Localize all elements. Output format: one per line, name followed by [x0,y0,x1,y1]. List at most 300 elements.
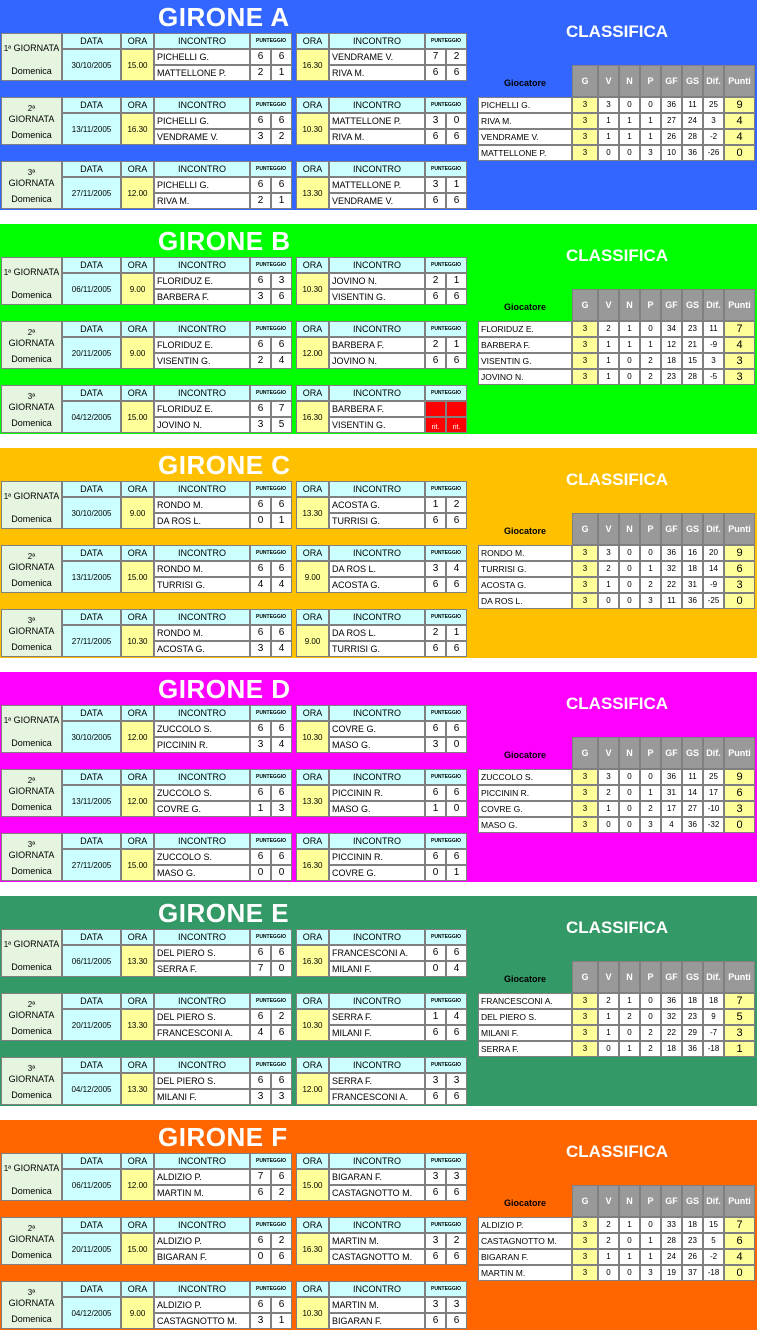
giornata-label [2,839,61,861]
match-time: 15.00 [296,1169,329,1201]
stat-cell: 1 [598,369,619,385]
set-score: 4 [271,353,292,369]
giornata-word: GIORNATA [8,1234,55,1244]
player-name: CASTAGNOTTO M. [154,1313,250,1329]
incontro-header: INCONTRO [329,97,425,113]
column-header: N [619,65,640,97]
giornata-word: GIORNATA [8,402,55,412]
player-name: SERRA F. [329,1073,425,1089]
stat-cell: 34 [661,321,682,337]
punteggio-header: PUNTEGGIO [425,257,467,273]
round-block [0,257,470,305]
column-header: Dif. [703,737,724,769]
stat-cell: 22 [661,1025,682,1041]
incontro-header: INCONTRO [329,481,425,497]
set-score: 2 [446,1233,467,1249]
match-time: 10.30 [296,113,329,145]
giornata-label [2,391,61,413]
stat-cell: 1 [598,337,619,353]
column-header: Dif. [703,65,724,97]
stat-cell: -10 [703,801,724,817]
set-score: 1 [271,1313,292,1329]
girone-title: GIRONE F [158,1122,288,1152]
ora-header: ORA [296,481,329,497]
set-score: 6 [425,1313,446,1329]
data-header: DATA [62,321,121,337]
stat-cell: 23 [682,1009,703,1025]
player-name: BARBERA F. [478,337,572,353]
set-score: 3 [271,1089,292,1105]
column-header: P [640,289,661,321]
stat-cell: 3 [572,577,598,593]
stat-cell: 2 [598,993,619,1009]
stat-cell: 31 [661,785,682,801]
column-header: Dif. [703,1185,724,1217]
set-score: 3 [250,1089,271,1105]
data-header: DATA [62,161,121,177]
player-name: DA ROS L. [154,513,250,529]
set-score: 4 [271,737,292,753]
match-date: 13/11/2005 [62,113,121,145]
set-score: 6 [271,721,292,737]
player-name: ZUCCOLO S. [154,721,250,737]
stat-cell: 11 [682,97,703,113]
stat-cell: 2 [598,785,619,801]
punteggio-header: PUNTEGGIO [425,1281,467,1297]
giornata-label [2,615,61,637]
set-score: 3 [425,1073,446,1089]
punteggio-header: PUNTEGGIO [250,1153,292,1169]
set-score: 3 [425,1297,446,1313]
giornata-cell [1,609,62,657]
player-name: TURRISI G. [329,641,425,657]
giocatore-header: Giocatore [503,1198,546,1208]
player-name: RIVA M. [154,193,250,209]
stat-cell: 0 [619,1265,640,1281]
match-time: 9.00 [121,273,154,305]
set-score: 6 [250,561,271,577]
stat-cell: 32 [661,1009,682,1025]
round-number: 2ª [27,552,36,561]
column-header: Punti [724,737,755,769]
player-name: MATTELLONE P. [329,177,425,193]
player-name: VISENTIN G. [329,289,425,305]
player-name: FRANCESCONI A. [329,1089,425,1105]
player-name: CASTAGNOTTO M. [478,1233,572,1249]
incontro-header: INCONTRO [154,705,250,721]
set-score: 2 [271,1009,292,1025]
column-header: P [640,961,661,993]
giornata-cell [1,97,62,145]
stat-cell: 0 [619,145,640,161]
player-name: ACOSTA G. [329,497,425,513]
incontro-header: INCONTRO [329,1281,425,1297]
punteggio-header: PUNTEGGIO [425,161,467,177]
column-header: Dif. [703,289,724,321]
stat-cell: 1 [619,1041,640,1057]
set-score: 6 [446,65,467,81]
player-name: VISENTIN G. [329,417,425,433]
punteggio-header: PUNTEGGIO [425,97,467,113]
data-header: DATA [62,33,121,49]
match-time: 9.00 [296,561,329,593]
column-header: N [619,289,640,321]
domenica-label: Domenica [11,866,52,876]
punteggio-header: PUNTEGGIO [250,545,292,561]
giornata-cell [1,321,62,369]
set-score: 3 [446,1297,467,1313]
player-name: ACOSTA G. [329,577,425,593]
column-header: G [572,513,598,545]
set-score: 4 [250,1025,271,1041]
player-name: COVRE G. [329,721,425,737]
ora-header: ORA [296,769,329,785]
set-score: 6 [271,1073,292,1089]
player-name: MASO G. [478,817,572,833]
round-block [0,1281,470,1329]
punteggio-header: PUNTEGGIO [425,929,467,945]
set-score: 3 [271,273,292,289]
incontro-header: INCONTRO [329,1057,425,1073]
set-score: 0 [271,961,292,977]
punteggio-header: PUNTEGGIO [425,609,467,625]
set-score: 2 [446,497,467,513]
punteggio-header: PUNTEGGIO [425,993,467,1009]
ora-header: ORA [296,257,329,273]
set-score: 1 [271,193,292,209]
giornata-cell [1,1153,62,1201]
data-header: DATA [62,1057,121,1073]
incontro-header: INCONTRO [329,161,425,177]
stat-cell: 3 [572,593,598,609]
stat-cell: 1 [640,1233,661,1249]
player-name: PICHELLI G. [154,113,250,129]
column-header: Punti [724,289,755,321]
data-header: DATA [62,1153,121,1169]
incontro-header: INCONTRO [329,993,425,1009]
player-name: BIGARAN F. [154,1249,250,1265]
match-time: 15.00 [121,1233,154,1265]
round-number: 3ª [27,168,36,177]
column-header: GS [682,289,703,321]
giornata-label [2,167,61,189]
stat-cell: 2 [598,321,619,337]
ora-header: ORA [121,257,154,273]
giornata-word: GIORNATA [8,178,55,188]
incontro-header: INCONTRO [154,1153,250,1169]
set-score: 6 [250,401,271,417]
round-block [0,609,470,657]
player-name: BARBERA F. [329,401,425,417]
stat-cell: 4 [724,113,755,129]
set-score: 3 [446,1073,467,1089]
player-name: DEL PIERO S. [154,1073,250,1089]
stat-cell: 2 [598,1233,619,1249]
stat-cell: 0 [619,545,640,561]
stat-cell: 23 [682,1233,703,1249]
set-score: 3 [425,1169,446,1185]
match-date: 27/11/2005 [62,849,121,881]
giornata-word: GIORNATA [8,1010,55,1020]
player-name: ACOSTA G. [154,641,250,657]
giornata-word: GIORNATA [8,786,55,796]
set-score: 4 [271,577,292,593]
giornata-word: GIORNATA [13,1163,60,1173]
player-name: ALDIZIO P. [478,1217,572,1233]
player-name: VISENTIN G. [478,353,572,369]
player-name: PICHELLI G. [154,177,250,193]
stat-cell: -25 [703,593,724,609]
round-block [0,705,470,753]
set-score: 6 [446,513,467,529]
stat-cell: 5 [703,1233,724,1249]
giornata-word: GIORNATA [8,338,55,348]
stat-cell: 3 [572,369,598,385]
giornata-cell [1,769,62,817]
stat-cell: 5 [724,1009,755,1025]
set-score: rit. [425,417,446,433]
match-date: 04/12/2005 [62,1297,121,1329]
player-name: JOVINO N. [329,353,425,369]
player-name: DA ROS L. [329,625,425,641]
stat-cell: 3 [572,1217,598,1233]
set-score: 6 [250,337,271,353]
stat-cell: 0 [598,145,619,161]
round-block [0,321,470,369]
column-header: G [572,289,598,321]
incontro-header: INCONTRO [329,929,425,945]
match-date: 20/11/2005 [62,1009,121,1041]
match-time: 12.00 [296,337,329,369]
data-header: DATA [62,257,121,273]
player-name: DEL PIERO S. [154,1009,250,1025]
player-name: RONDO M. [478,545,572,561]
ora-header: ORA [296,161,329,177]
set-score: 6 [250,177,271,193]
column-header: GS [682,961,703,993]
set-score: 6 [446,1089,467,1105]
stat-cell: 9 [703,1009,724,1025]
stat-cell: 1 [598,1249,619,1265]
domenica-label: Domenica [11,962,52,972]
stat-cell: 0 [619,97,640,113]
ora-header: ORA [296,1057,329,1073]
player-name: BIGARAN F. [329,1313,425,1329]
set-score: 2 [425,625,446,641]
round-number: 1ª [3,716,12,725]
punteggio-header: PUNTEGGIO [425,1217,467,1233]
ora-header: ORA [296,929,329,945]
set-score: 1 [446,177,467,193]
stat-cell: 18 [661,1041,682,1057]
match-date: 30/10/2005 [62,721,121,753]
stat-cell: 11 [661,593,682,609]
stat-cell: 7 [724,993,755,1009]
giornata-word: GIORNATA [8,850,55,860]
stat-cell: 22 [661,577,682,593]
column-header: V [598,1185,619,1217]
giornata-word: GIORNATA [8,1074,55,1084]
giornata-cell [1,1217,62,1265]
round-block [0,769,470,817]
incontro-header: INCONTRO [329,833,425,849]
player-name: MATTELLONE P. [329,113,425,129]
incontro-header: INCONTRO [154,993,250,1009]
set-score: 1 [250,801,271,817]
match-time: 16.30 [296,849,329,881]
ora-header: ORA [121,321,154,337]
set-score: 6 [425,849,446,865]
ora-header: ORA [121,833,154,849]
stat-cell: 23 [661,369,682,385]
player-name: BARBERA F. [154,289,250,305]
domenica-label: Domenica [11,418,52,428]
match-date: 27/11/2005 [62,625,121,657]
match-date: 27/11/2005 [62,177,121,209]
stat-cell: 1 [598,801,619,817]
player-name: ALDIZIO P. [154,1169,250,1185]
data-header: DATA [62,929,121,945]
round-block [0,929,470,977]
stat-cell: 31 [682,577,703,593]
column-header: G [572,737,598,769]
column-header: V [598,289,619,321]
domenica-label: Domenica [11,738,52,748]
stat-cell: 2 [619,1009,640,1025]
stat-cell: -2 [703,1249,724,1265]
set-score: 6 [271,497,292,513]
girone-title: GIRONE B [158,226,291,256]
stat-cell: 3 [598,97,619,113]
set-score: 6 [271,945,292,961]
giornata-cell [1,161,62,209]
punteggio-header: PUNTEGGIO [250,833,292,849]
giornata-cell [1,385,62,433]
ora-header: ORA [296,833,329,849]
match-time: 9.00 [121,497,154,529]
stat-cell: 3 [640,1265,661,1281]
set-score: 3 [250,289,271,305]
stat-cell: 36 [682,145,703,161]
ora-header: ORA [296,97,329,113]
incontro-header: INCONTRO [329,769,425,785]
incontro-header: INCONTRO [154,321,250,337]
giornata-cell [1,929,62,977]
stat-cell: 21 [682,337,703,353]
set-score: 1 [446,865,467,881]
round-block [0,161,470,209]
ora-header: ORA [296,1217,329,1233]
block-separator [0,369,470,385]
stat-cell: -18 [703,1265,724,1281]
ora-header: ORA [296,545,329,561]
domenica-label: Domenica [11,354,52,364]
punteggio-header: PUNTEGGIO [425,1057,467,1073]
block-separator [0,1041,470,1057]
incontro-header: INCONTRO [329,1217,425,1233]
incontro-header: INCONTRO [154,97,250,113]
match-time: 16.30 [296,401,329,433]
round-number: 2ª [27,1000,36,1009]
stat-cell: 1 [619,337,640,353]
giornata-word: GIORNATA [8,114,55,124]
incontro-header: INCONTRO [329,321,425,337]
stat-cell: 3 [572,353,598,369]
stat-cell: 1 [619,1249,640,1265]
stat-cell: -26 [703,145,724,161]
set-score: 3 [250,417,271,433]
player-name: ZUCCOLO S. [478,769,572,785]
player-name: SERRA F. [154,961,250,977]
stat-cell: 36 [661,97,682,113]
set-score: 6 [271,289,292,305]
player-name: VENDRAME V. [329,193,425,209]
stat-cell: 2 [640,369,661,385]
match-time: 12.00 [296,1073,329,1105]
set-score: 6 [250,721,271,737]
player-name: DEL PIERO S. [478,1009,572,1025]
girone-title: GIRONE A [158,2,290,32]
stat-cell: 3 [572,337,598,353]
stat-cell: 3 [572,561,598,577]
stat-cell: 3 [703,113,724,129]
ora-header: ORA [121,1217,154,1233]
set-score: 6 [425,641,446,657]
player-name: MASO G. [154,865,250,881]
round-number: 2ª [27,776,36,785]
stat-cell: 0 [724,145,755,161]
set-score: 6 [271,625,292,641]
stat-cell: 36 [661,769,682,785]
stat-cell: 3 [598,545,619,561]
stat-cell: 33 [661,1217,682,1233]
stat-cell: 19 [661,1265,682,1281]
giornata-cell [1,545,62,593]
player-name: BARBERA F. [329,337,425,353]
player-name: ALDIZIO P. [154,1297,250,1313]
punteggio-header: PUNTEGGIO [425,385,467,401]
match-date: 20/11/2005 [62,1233,121,1265]
stat-cell: 0 [619,369,640,385]
set-score: 6 [446,1185,467,1201]
stat-cell: 11 [682,769,703,785]
set-score: 0 [446,801,467,817]
round-number: 1ª [3,44,12,53]
set-score: 1 [446,337,467,353]
set-score: 4 [446,561,467,577]
set-score: 6 [446,193,467,209]
punteggio-header: PUNTEGGIO [250,97,292,113]
set-score: 2 [425,273,446,289]
column-header: V [598,961,619,993]
set-score: 7 [250,961,271,977]
round-block [0,545,470,593]
set-score: 6 [425,945,446,961]
incontro-header: INCONTRO [329,257,425,273]
block-separator [0,529,470,545]
stat-cell: 2 [598,561,619,577]
match-date: 20/11/2005 [62,337,121,369]
stat-cell: 18 [682,1217,703,1233]
stat-cell: 9 [724,545,755,561]
ora-header: ORA [121,769,154,785]
match-time: 10.30 [296,1297,329,1329]
set-score: 0 [446,737,467,753]
stat-cell: 12 [661,337,682,353]
stat-cell: 0 [640,545,661,561]
set-score: 2 [250,65,271,81]
girone-section [0,1120,757,1330]
